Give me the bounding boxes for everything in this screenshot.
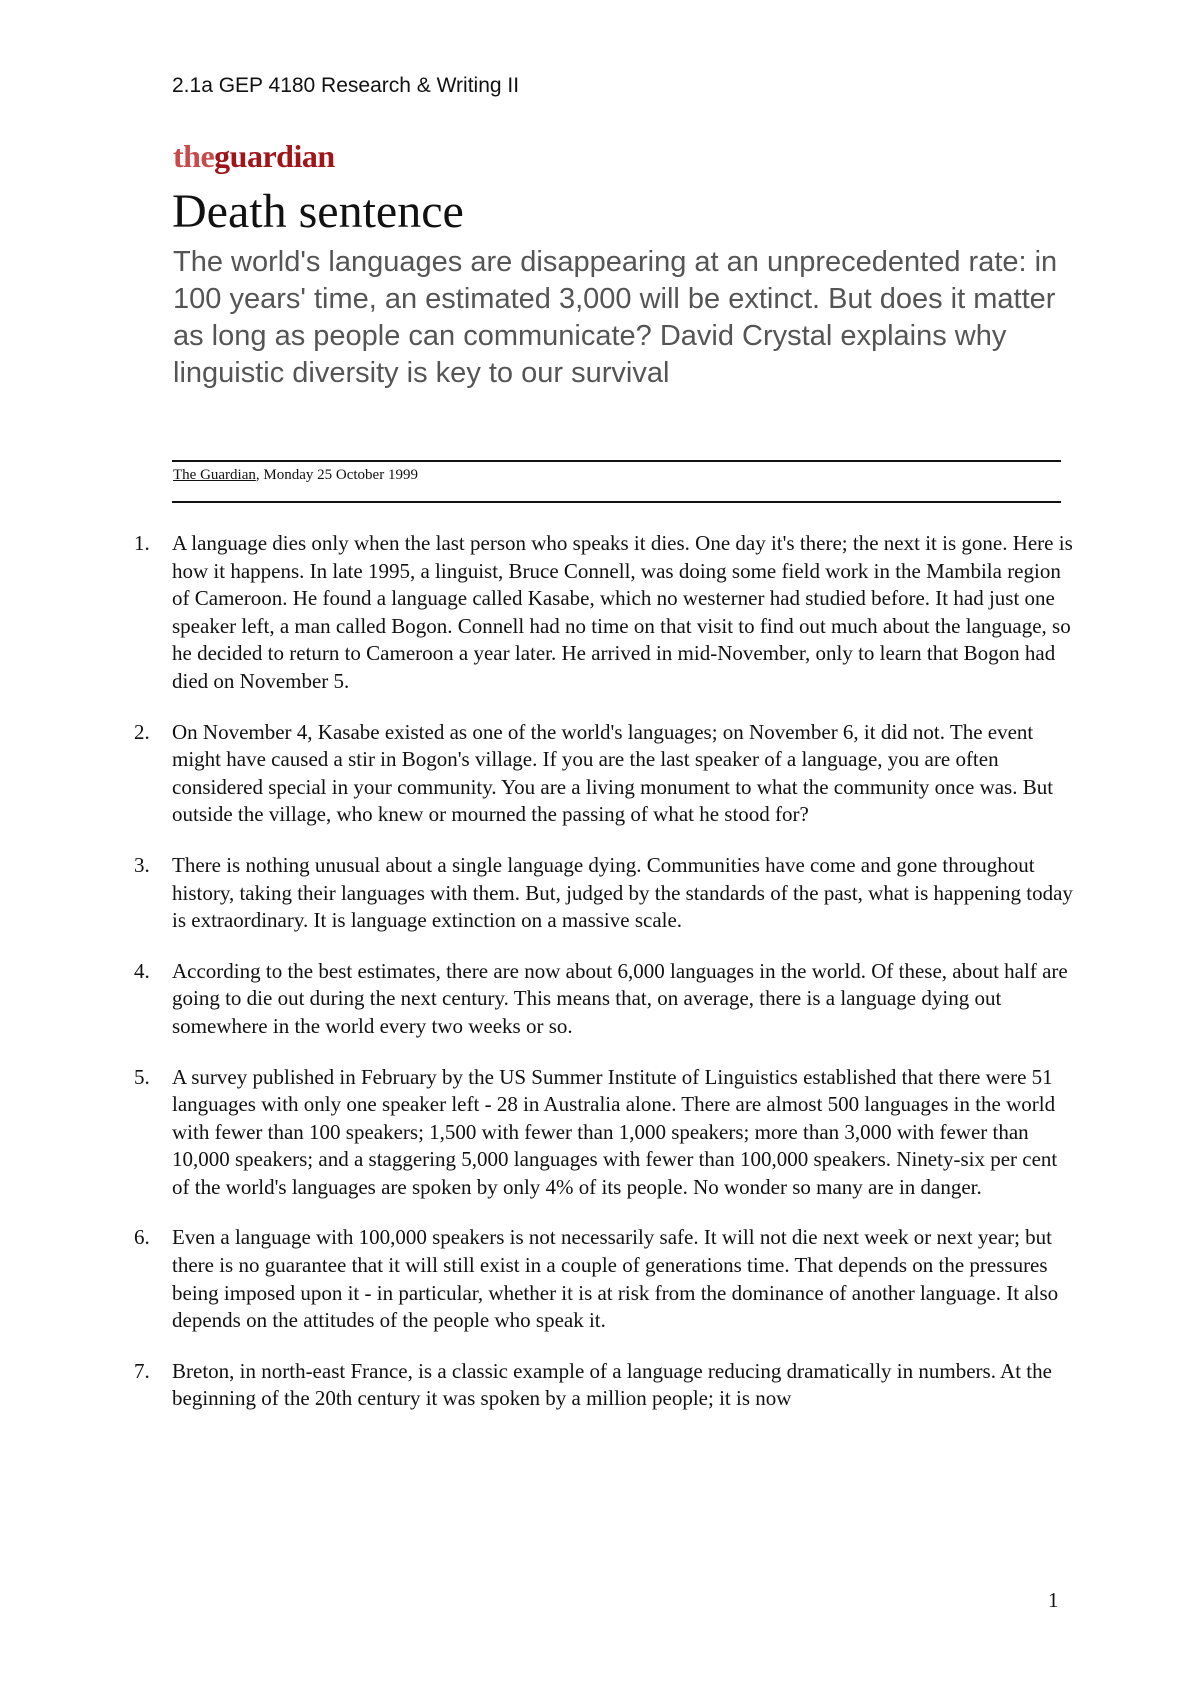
paragraph-text: A survey published in February by the US Summer Institute of Linguistics established that there were 51 languages with only one speaker left - 28 in Australia alone. There are almost 500 languages in the world with fewer than 100 speakers; 1,500 with fewer than 1,000 speakers; more than 3,000 with fewer than 10,000 speakers; and a staggering 5,000 languages with fewer than 100,000 speakers. Ninety-six per cent of the world's languages are spoken by only 4% of its people. No wonder so many are in danger. — [172, 1064, 1058, 1199]
paragraph-number: 5. — [134, 1064, 150, 1089]
standfirst: The world's languages are disappearing at an unprecedented rate: in 100 years' time, an estimated 3,000 will be extinct. But does it matter as long as people can communicate? David Crystal explains why linguistic diversity is key to our survival — [173, 246, 1058, 389]
logo-name: guardian — [214, 138, 335, 174]
article-paragraph — [128, 1358, 1078, 1413]
byline-date: , Monday 25 October 1999 — [255, 467, 418, 483]
paragraph-text: On November 4, Kasabe existed as one of the world's languages; on November 6, it did not. The event might have caused a stir in Bogon's village. If you are the last speaker of a language, you are often considered special in your community. You are a living monument to what the community once was. But outside the village, who knew or mourned the passing of what he stood for? — [172, 719, 1054, 827]
article-paragraph — [128, 852, 1078, 935]
paragraph-text: There is nothing unusual about a single language dying. Communities have come and gone throughout history, taking their languages with them. But, judged by the standards of the past, what is happening today is extraordinary. It is language extinction on a massive scale. — [172, 852, 1073, 933]
paragraph-text: According to the best estimates, there are now about 6,000 languages in the world. Of these, about half are going to die out during the next century. This means that, on average, there is a language dying out somewhere in the world every two weeks or so. — [172, 958, 1068, 1038]
paragraph-text: Even a language with 100,000 speakers is not necessarily safe. It will not die next week or next year; but there is no guarantee that it will still exist in a couple of generations time. That depends on the pressures being imposed upon it - in particular, whether it is at risk from the dominance of another language. It also depends on the attitudes of the people who speak it. — [172, 1225, 1059, 1333]
paragraph-text: Breton, in north-east France, is a classic example of a language reducing dramatically in numbers. At the beginning of the 20th century it was spoken by a million people; it is now — [172, 1358, 1052, 1411]
article-paragraph — [128, 530, 1078, 696]
page-number: 1 — [1048, 1588, 1059, 1612]
article-paragraph — [128, 719, 1078, 829]
byline — [173, 464, 418, 486]
guardian-logo — [173, 140, 335, 172]
paragraph-number: 1. — [134, 531, 150, 555]
headline: Death sentence — [172, 185, 464, 238]
paragraph-number: 4. — [134, 958, 150, 983]
byline-source-link[interactable]: The Guardian — [173, 467, 256, 483]
paragraph-text: A language dies only when the last person who speaks it dies. One day it's there; the next it is gone. Here is how it happens. In late 1995, a linguist, Bruce Connell, was doing some field work in the Mambila region of Cameroon. He found a language called Kasabe, which no westerner had studied before. It had just one speaker left, a man called Bogon. Connell had no time on that visit to find out much about the language, so he decided to return to Cameroon a year later. He arrived in mid-November, only to learn that Bogon had died on November 5. — [172, 531, 1073, 693]
paragraph-number: 3. — [134, 852, 150, 877]
article-paragraph — [128, 1224, 1078, 1334]
paragraph-number: 2. — [134, 719, 150, 744]
byline-bottom-rule — [172, 501, 1061, 503]
article-paragraph — [128, 958, 1078, 1041]
byline-top-rule — [172, 460, 1061, 462]
document-header: 2.1a GEP 4180 Research & Writing II — [172, 74, 520, 97]
article-paragraph-list — [128, 530, 1078, 1436]
paragraph-number: 7. — [134, 1358, 150, 1383]
article-paragraph — [128, 1064, 1078, 1202]
paragraph-number: 6. — [134, 1225, 150, 1250]
logo-the: the — [173, 138, 215, 174]
